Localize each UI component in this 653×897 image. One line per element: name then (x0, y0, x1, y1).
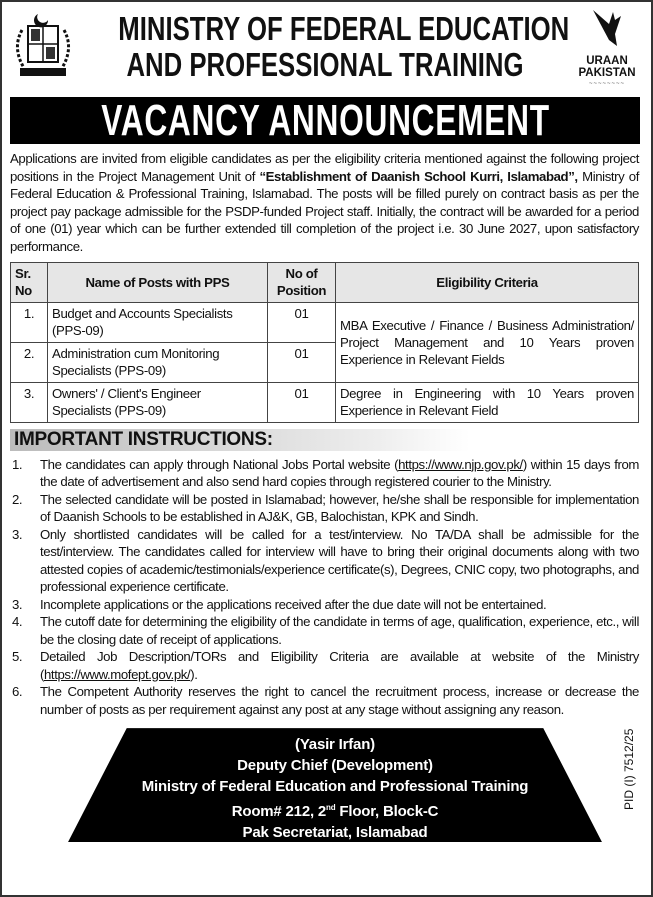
intro-text: Applications are invited from eligible candidates as per the eligibility criteria mentioned against the following project positions in the Project Management Unit of (10, 151, 639, 184)
item-text: The Competent Authority reserves the right to cancel the recruitment process, increase or decrease the number of posts as per requirement against any post at any stage without assigning any reason. (40, 684, 639, 717)
state-emblem-icon (8, 8, 78, 84)
eligibility-cell: Degree in Engineering with 10 Years proven Experience in Relevant Field (336, 382, 639, 422)
header (2, 2, 651, 97)
intro-project-name: “Establishment of Daanish School Kurri, Islamabad”, (259, 168, 578, 184)
sr-cell: 2. (11, 342, 48, 382)
sr-cell: 3. (11, 382, 48, 422)
ministry-title-line2: AND PROFESSIONAL TRAINING (126, 46, 524, 83)
signatory-designation: Deputy Chief (Development) (237, 757, 433, 775)
uraan-bird-icon (587, 6, 627, 50)
logo-text-line2: PAKISTAN (578, 67, 636, 79)
ministry-title-line1: MINISTRY OF FEDERAL EDUCATION (118, 10, 570, 47)
item-text: The cutoff date for determining the eligibility of the candidate in terms of age, qualification, experience, etc., will be the closing date of receipt of applications. (40, 614, 639, 647)
footer (2, 728, 651, 842)
item-number: 3. (12, 596, 23, 612)
room-sup: nd (326, 803, 336, 813)
col-positions: No of Position (268, 262, 336, 302)
vacancy-banner (10, 97, 640, 144)
col-eligibility: Eligibility Criteria (336, 262, 639, 302)
instruction-item (12, 596, 639, 614)
post-cell: Budget and Accounts Specialists (PPS-09) (48, 302, 268, 342)
logo-tagline-decoration: ~~~~~~~~ (588, 81, 626, 87)
signatory-address: Pak Secretariat, Islamabad (242, 824, 428, 842)
sr-cell: 1. (11, 302, 48, 342)
item-number: 2. (12, 491, 23, 507)
item-number: 3. (12, 526, 23, 542)
item-number: 4. (12, 614, 23, 630)
positions-cell: 01 (268, 302, 336, 342)
mofept-link[interactable]: https://www.mofept.gov.pk/ (44, 666, 191, 682)
item-text: Incomplete applications or the applications received after the due date will not be entertained. (40, 596, 547, 612)
instruction-item (12, 491, 639, 526)
intro-text-cont: Ministry of Federal Education & Professional Training, Islamabad. The posts will be filled purely on contract basis as per the project pay package admissible for the PSDP-funded Project staff. Initially, the contract will be awarded for a period of one (01) year which can be further extended till completion of the project i.e. 30 June 2027, upon satisfactory performance. (10, 168, 639, 254)
positions-cell: 01 (268, 382, 336, 422)
col-post-name: Name of Posts with PPS (48, 262, 268, 302)
post-cell: Owners' / Client's Engineer Specialists (PPS-09) (48, 382, 268, 422)
room-text: Room# 212, 2 (231, 803, 327, 821)
instruction-item (12, 648, 639, 683)
signatory-ministry: Ministry of Federal Education and Professional Training (141, 778, 529, 796)
instruction-item (12, 683, 639, 718)
banner-text: VACANCY ANNOUNCEMENT (100, 97, 550, 144)
signatory-name: (Yasir Irfan) (295, 736, 375, 754)
item-text: The candidates can apply through National Jobs Portal website ( (40, 456, 399, 472)
instruction-item (12, 526, 639, 596)
col-sr-no: Sr. No (11, 262, 48, 302)
positions-cell: 01 (268, 342, 336, 382)
item-number: 1. (12, 456, 23, 472)
instructions-heading: IMPORTANT INSTRUCTIONS: (10, 429, 470, 451)
table-row (11, 302, 639, 342)
item-text: Detailed Job Description/TORs and Eligibility Criteria are available at website of the Ministry ( (40, 649, 639, 682)
post-cell: Administration cum Monitoring Specialists (PPS-09) (48, 342, 268, 382)
positions-table (10, 262, 639, 423)
table-header-row (11, 262, 639, 302)
main-content (2, 144, 651, 718)
intro-paragraph (10, 150, 639, 256)
pid-number: PID (I) 7512/25 (622, 728, 636, 811)
instructions-list (10, 456, 639, 719)
signatory-room (68, 797, 602, 822)
instruction-item (12, 613, 639, 648)
item-text: The selected candidate will be posted in Islamabad; however, he/she shall be responsible for implementation of Daanish Schools to be established in AJ&K, GB, Balochistan, KPK and Sindh. (40, 491, 639, 525)
item-text: ) within 15 days from the date of advertisement and also send hard copies through registered courier to the Ministry. (40, 456, 639, 490)
item-number: 6. (12, 684, 23, 700)
item-text: Only shortlisted candidates will be called for a test/interview. No TA/DA shall be admissible for the test/interview. The candidates called for interview will have to bring their original documents along with two attested copies of academic/testimonials/experience certificate(s), Degrees, CNIC copy, two photographs, and professional experience certificate. (40, 526, 639, 595)
signature-block (68, 734, 602, 843)
logo-text-line1: URAAN (586, 55, 628, 67)
instruction-item (12, 456, 639, 491)
eligibility-cell: MBA Executive / Finance / Business Administration/ Project Management and 10 Years proven Experience in Relevant Fields (336, 302, 639, 382)
uraan-pakistan-logo (570, 6, 644, 92)
table-row (11, 382, 639, 422)
item-number: 5. (12, 649, 23, 665)
njp-link[interactable]: https://www.njp.gov.pk/ (398, 456, 523, 472)
room-text-cont: Floor, Block-C (335, 803, 439, 821)
item-text: ). (190, 666, 198, 682)
